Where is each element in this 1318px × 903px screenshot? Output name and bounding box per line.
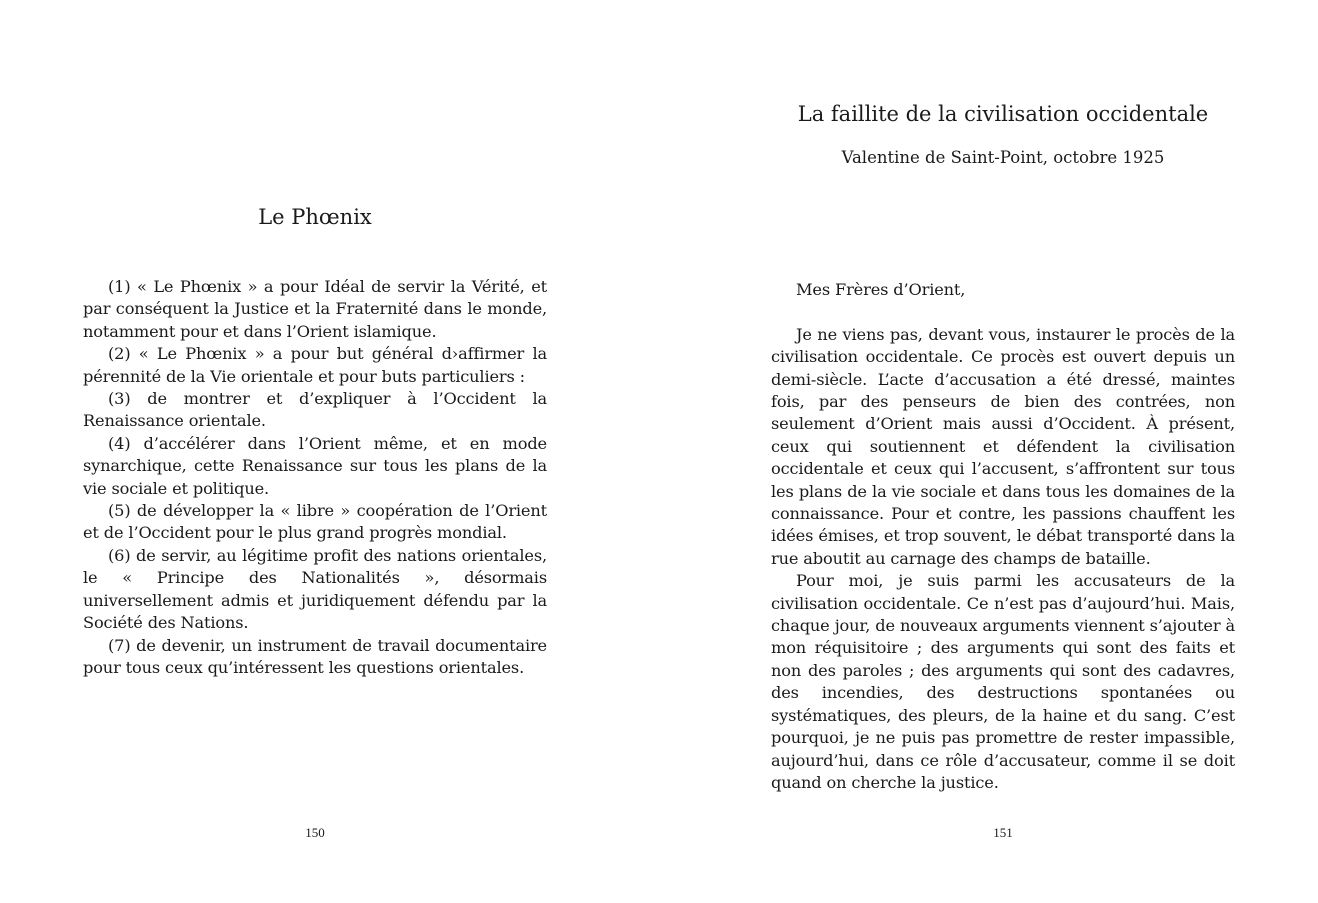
paragraph: (2) « Le Phœnix » a pour but général d›affirmer la pérennité de la Vie orientale et pour buts particuliers : (83, 344, 547, 386)
chapter-subtitle: Valentine de Saint-Point, octobre 1925 (841, 148, 1165, 167)
paragraph-spacer (771, 301, 1235, 323)
body-text (771, 279, 1235, 794)
paragraph: (6) de servir, au légitime profit des nations orientales, le « Principe des Nationalités », désormais universellement admis et juridiquement défendu par la Société des Nations. (83, 545, 547, 633)
page-number: 150 (305, 825, 325, 840)
left-page (83, 0, 547, 903)
paragraph: (3) de montrer et d’expliquer à l’Occident la Renaissance orientale. (83, 389, 547, 431)
right-page (771, 0, 1235, 903)
page-number: 151 (993, 825, 1013, 840)
paragraph: (7) de devenir, un instrument de travail documentaire pour tous ceux qu’intéressent les questions orientales. (83, 635, 547, 677)
body-text (83, 276, 547, 679)
chapter-title: La faillite de la civilisation occidentale (797, 102, 1209, 126)
paragraph: Pour moi, je suis parmi les accusateurs de la civilisation occidentale. Ce n’est pas d’aujourd’hui. Mais, chaque jour, de nouveaux arguments viennent s’ajouter à mon réquisitoire ; des arguments qui sont des faits et non des paroles ; des arguments qui sont des cadavres, des incendies, des destructions spontanées ou systématiques, des pleurs, de la haine et du sang. C’est pourquoi, je ne puis pas promettre de rester impassible, aujourd’hui, dans ce rôle d’accusateur, comme il se doit quand on cherche la justice. (771, 571, 1235, 792)
paragraph: (4) d’accélérer dans l’Orient même, et en mode synarchique, cette Renaissance sur tous les plans de la vie sociale et politique. (83, 433, 547, 498)
paragraph: (5) de développer la « libre » coopération de l’Orient et de l’Occident pour le plus grand progrès mondial. (83, 501, 547, 543)
paragraph: Je ne viens pas, devant vous, instaurer le procès de la civilisation occidentale. Ce procès est ouvert depuis un demi-siècle. L’acte d’accusation a été dressé, maintes fois, par des penseurs de bien des contrées, non seulement d’Orient mais aussi d’Occident. À présent, ceux qui soutiennent et défendent la civilisation occidentale et ceux qui l’accusent, s’affrontent sur tous les plans de la vie sociale et dans tous les domaines de la connaissance. Pour et contre, les passions chauffent les idées émises, et trop souvent, le débat transporté dans la rue aboutit au carnage des champs de bataille. (771, 324, 1235, 568)
chapter-title: Le Phœnix (258, 205, 372, 229)
salutation: Mes Frères d’Orient, (796, 280, 966, 299)
paragraph: (1) « Le Phœnix » a pour Idéal de servir la Vérité, et par conséquent la Justice et la Fraternité dans le monde, notamment pour et dans l’Orient islamique. (83, 277, 547, 341)
